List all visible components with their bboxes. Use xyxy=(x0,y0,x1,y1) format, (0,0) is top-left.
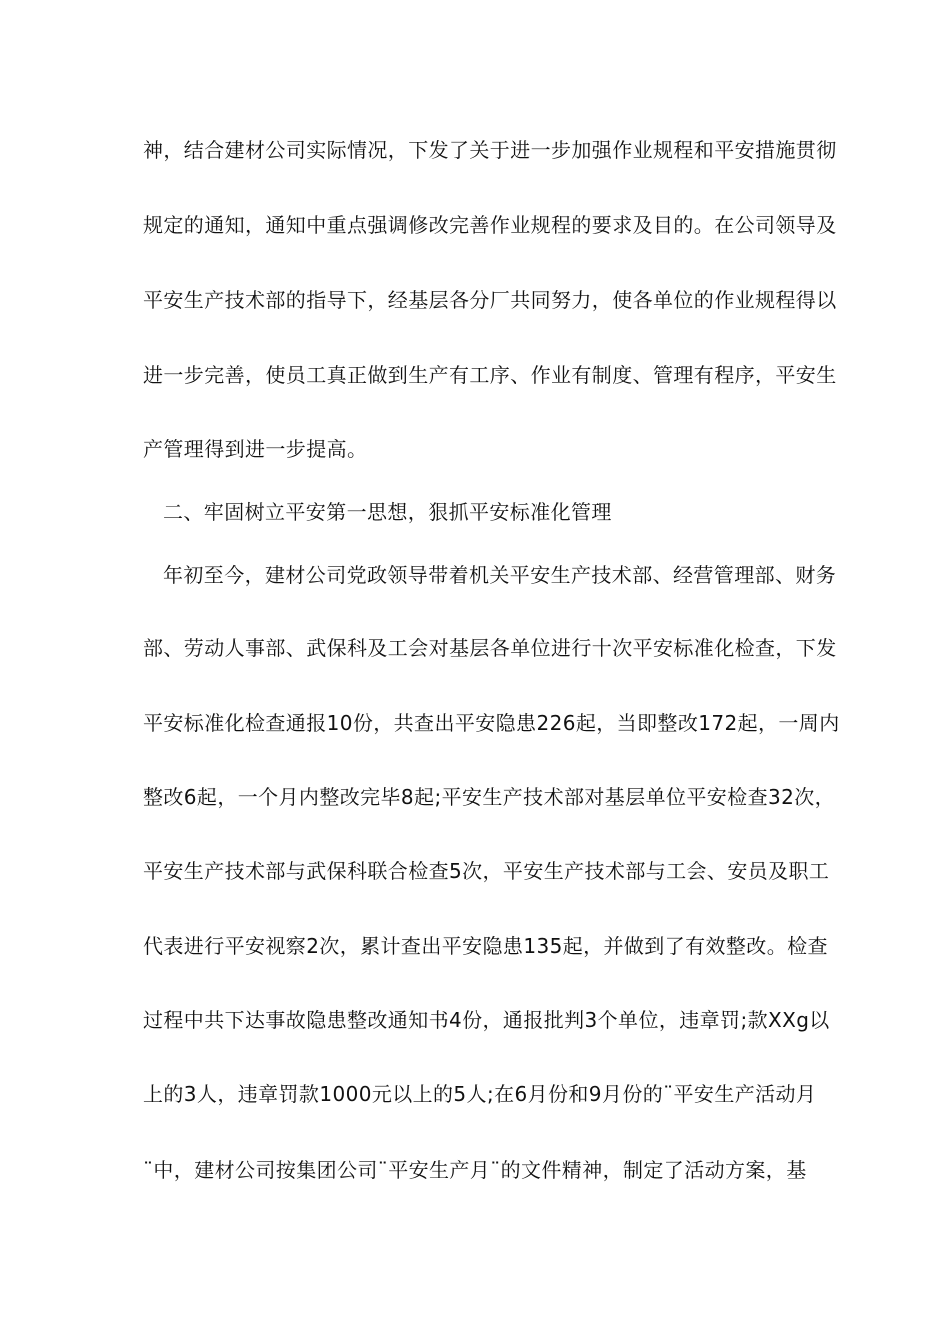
paragraph-line: 进一步完善，使员工真正做到生产有工序、作业有制度、管理有程序，平安生 xyxy=(143,363,837,387)
section-heading: 二、牢固树立平安第一思想，狠抓平安标准化管理 xyxy=(163,500,612,524)
paragraph-line: 年初至今，建材公司党政领导带着机关平安生产技术部、经营管理部、财务 xyxy=(163,563,837,587)
paragraph-line: 平安生产技术部的指导下，经基层各分厂共同努力，使各单位的作业规程得以 xyxy=(143,288,837,312)
paragraph-line: 上的3人，违章罚款1000元以上的5人;在6月份和9月份的¨平安生产活动月 xyxy=(143,1082,817,1106)
paragraph-line: 平安生产技术部与武保科联合检查5次，平安生产技术部与工会、安员及职工 xyxy=(143,859,830,883)
paragraph-line: 过程中共下达事故隐患整改通知书4份，通报批判3个单位，违章罚;款XXg以 xyxy=(143,1008,830,1032)
paragraph-line: 代表进行平安视察2次，累计查出平安隐患135起，并做到了有效整改。检查 xyxy=(143,934,828,958)
paragraph-line: 产管理得到进一步提高。 xyxy=(143,437,368,461)
paragraph-line: 规定的通知，通知中重点强调修改完善作业规程的要求及目的。在公司领导及 xyxy=(143,213,837,237)
paragraph-line: 部、劳动人事部、武保科及工会对基层各单位进行十次平安标准化检查，下发 xyxy=(143,636,837,660)
paragraph-line: 整改6起，一个月内整改完毕8起;平安生产技术部对基层单位平安检查32次， xyxy=(143,785,836,809)
paragraph-line: ¨中，建材公司按集团公司¨平安生产月¨的文件精神，制定了活动方案，基 xyxy=(143,1158,807,1182)
paragraph-line: 平安标准化检查通报10份，共查出平安隐患226起，当即整改172起，一周内 xyxy=(143,711,840,735)
paragraph-line: 神，结合建材公司实际情况，下发了关于进一步加强作业规程和平安措施贯彻 xyxy=(143,138,837,162)
